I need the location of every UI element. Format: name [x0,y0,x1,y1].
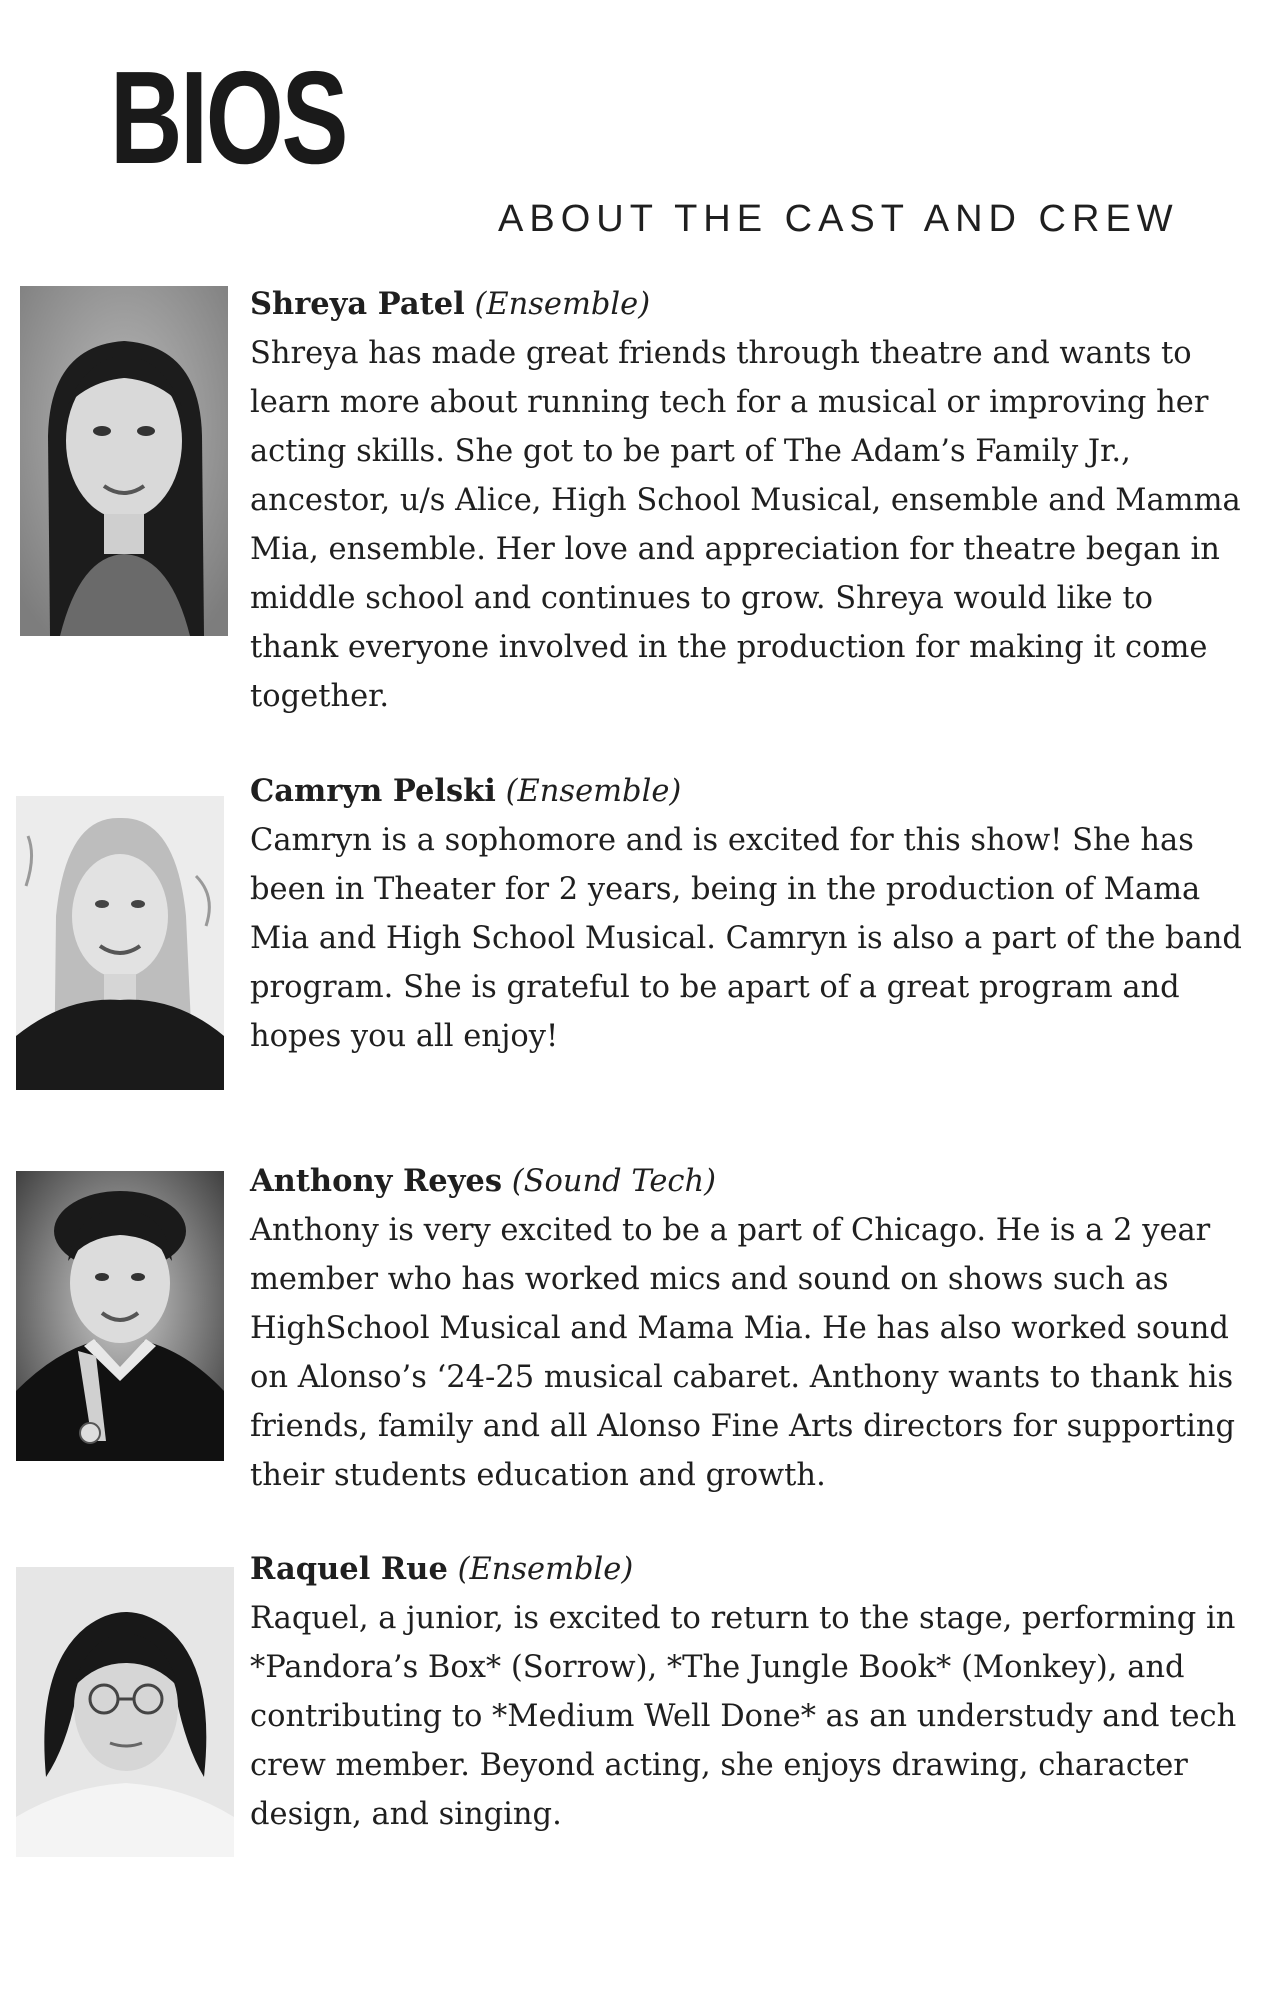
page-subtitle: ABOUT THE CAST AND CREW [498,198,1179,240]
headshot-shreya-patel [20,286,228,636]
cast-name: Raquel Rue [250,1551,448,1587]
cast-role: (Ensemble) [457,1552,634,1587]
bio-text: Shreya has made great friends through theatre and wants to learn more about running tech for a musical or improving her acting skills. She got to be part of The Adam’s Family Jr., ancestor, u/s Alice, High School Musical, ensemble and Mamma Mia, ensemble. Her love and appreciation for theatre began in middle school and continues to grow. Shreya would like to thank everyone involved in the production for making it come together. [250,336,1241,714]
bio-camryn-pelski [250,767,1250,1061]
bio-raquel-rue [250,1545,1250,1839]
cast-role: (Ensemble) [474,287,651,322]
bio-shreya-patel [250,280,1250,721]
cast-role: (Ensemble) [505,774,682,809]
page-title: BIOS [110,44,347,191]
cast-name: Anthony Reyes [250,1163,503,1199]
bio-anthony-reyes [250,1157,1250,1500]
bio-text: Anthony is very excited to be a part of Chicago. He is a 2 year member who has worked mics and sound on shows such as HighSchool Musical and Mama Mia. He has also worked sound on Alonso’s ‘24-25 musical cabaret. Anthony wants to thank his friends, family and all Alonso Fine Arts directors for supporting their students education and growth. [250,1213,1236,1493]
cast-name: Camryn Pelski [250,773,496,809]
bio-text: Raquel, a junior, is excited to return to the stage, performing in *Pandora’s Box* (Sorrow), *The Jungle Book* (Monkey), and contributing to *Medium Well Done* as an understudy and tech crew member. Beyond acting, she enjoys drawing, character design, and singing. [250,1601,1237,1832]
cast-name: Shreya Patel [250,286,465,322]
cast-role: (Sound Tech) [511,1164,717,1199]
headshot-camryn-pelski [16,796,224,1090]
bio-text: Camryn is a sophomore and is excited for this show! She has been in Theater for 2 years, being in the production of Mama Mia and High School Musical. Camryn is also a part of the band program. She is grateful to be apart of a great program and hopes you all enjoy! [250,823,1242,1054]
headshot-anthony-reyes [16,1171,224,1461]
headshot-raquel-rue [16,1567,234,1857]
